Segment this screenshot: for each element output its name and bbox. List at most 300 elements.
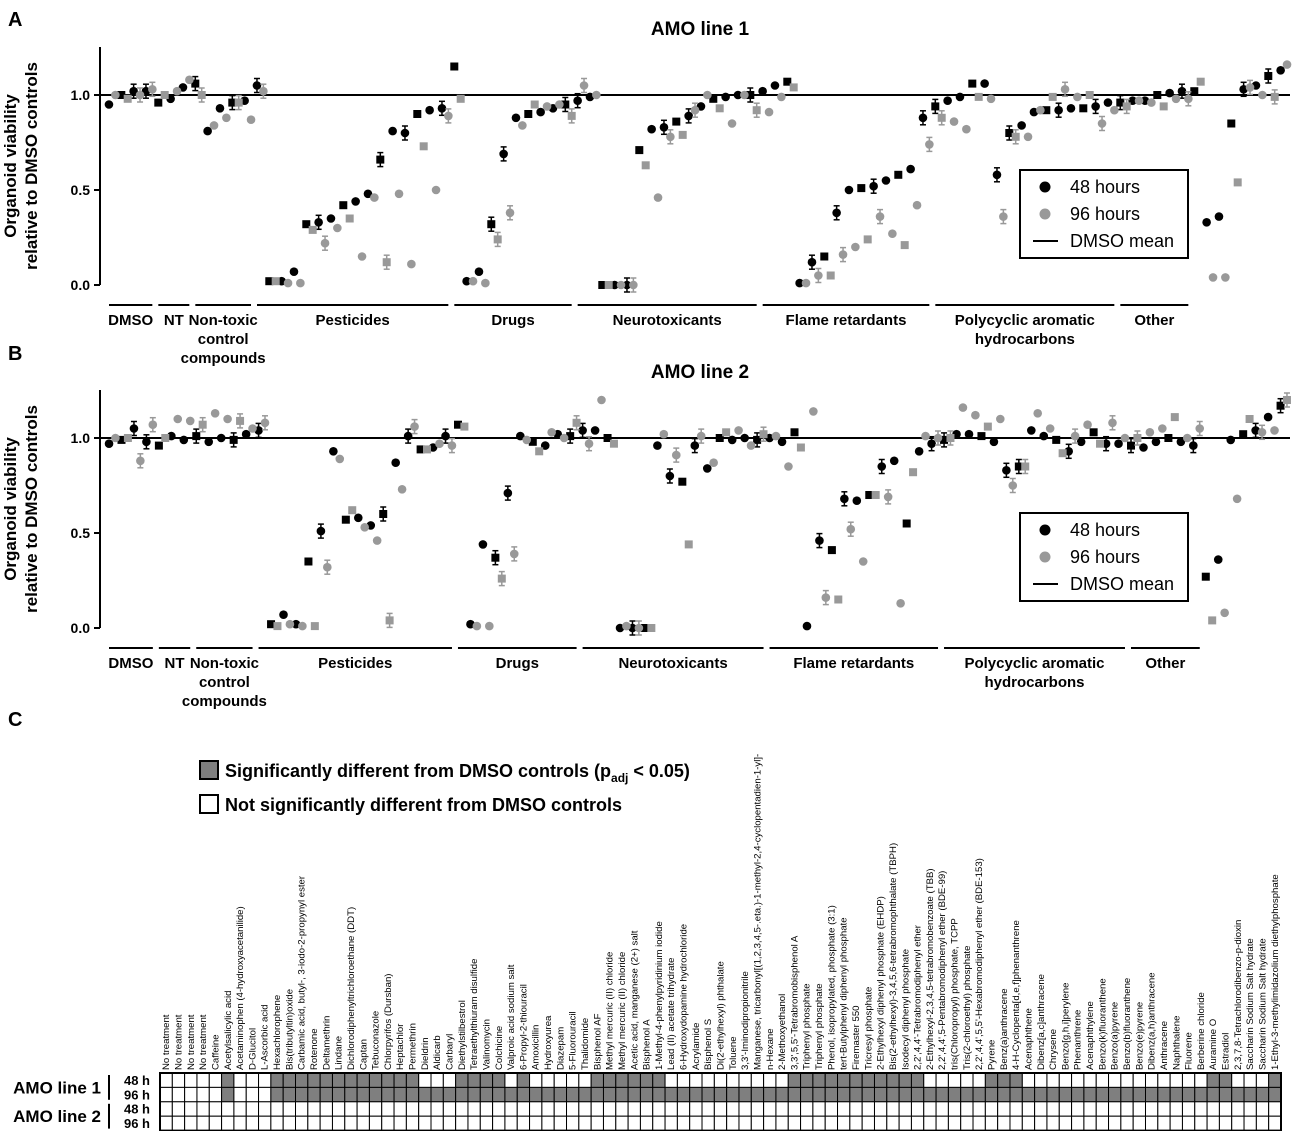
data-point [105,100,114,109]
data-point [622,622,631,631]
column-label: 5-Fluorouracil [567,1011,579,1070]
data-point [925,140,934,149]
heatmap-cell [567,1116,579,1130]
heatmap-cell [1256,1116,1268,1130]
heatmap-cell [985,1116,997,1130]
heatmap-cell [973,1087,985,1101]
data-point [335,455,344,464]
data-point [888,229,897,238]
data-point [222,114,231,123]
heatmap-cell [1072,1073,1084,1087]
data-point [984,423,992,431]
heatmap-cell [234,1116,246,1130]
heatmap-cell [924,1073,936,1087]
heatmap-cell [1035,1073,1047,1087]
heatmap-cell [308,1102,320,1116]
data-point [142,438,151,447]
column-label: Carbaryl [444,1033,456,1070]
data-point [373,536,382,545]
data-point [882,176,891,185]
heatmap-cell [308,1116,320,1130]
heatmap-cell [530,1116,542,1130]
heatmap-cell [825,1116,837,1130]
data-point [136,91,145,100]
data-point [808,258,817,267]
data-point [919,114,928,123]
heatmap-cell [320,1116,332,1130]
legend-label-significant [225,761,690,785]
data-point [1054,106,1063,115]
heatmap-cell [850,1116,862,1130]
data-point [1189,441,1198,450]
heatmap-cell [985,1073,997,1087]
heatmap-cell [862,1116,874,1130]
heatmap-cell [1121,1102,1133,1116]
legend-marker-96h [1040,209,1051,220]
data-point [901,241,909,249]
heatmap-cell [320,1087,332,1101]
data-point [740,434,749,443]
column-label: Bisphenol S [703,1018,715,1070]
heatmap-cell [1059,1087,1071,1101]
heatmap-cell [160,1102,172,1116]
data-point [791,428,799,436]
data-point [1079,104,1087,112]
heatmap-cell [764,1102,776,1116]
heatmap-cell [665,1087,677,1101]
data-point [993,171,1002,180]
chart-title: AMO line 2 [650,362,750,383]
data-point [407,260,416,269]
heatmap-cell [1182,1073,1194,1087]
y-tick-label: 1.0 [70,430,90,446]
data-point [635,146,643,154]
data-point [827,272,835,280]
data-point [869,182,878,191]
heatmap-cell [567,1073,579,1087]
column-label: Di(2-ethylhexyl) phthalate [715,961,727,1070]
column-label: Phenanthrene [1072,1009,1084,1070]
heatmap-cell [899,1073,911,1087]
heatmap-cell [1109,1073,1121,1087]
heatmap-cell [801,1116,813,1130]
data-point [660,123,669,132]
data-point [259,87,268,96]
heatmap-cell [936,1102,948,1116]
data-point [990,438,999,447]
heatmap-cell [1072,1087,1084,1101]
heatmap-cell [998,1102,1010,1116]
data-point [591,426,600,435]
data-point [691,441,700,450]
column-label: Methyl mercuric (II) chloride [616,951,628,1070]
heatmap-cell [948,1116,960,1130]
data-point [247,115,256,124]
column-label: Naphthalene [1171,1015,1183,1070]
heatmap-cell [567,1087,579,1101]
data-point [1098,119,1107,128]
data-point [216,104,225,113]
data-point [376,156,384,164]
data-point [1071,432,1080,441]
data-point [896,599,905,608]
row-label: 48 h [123,1072,150,1088]
heatmap-cell [714,1073,726,1087]
column-label: Bis(tributyltin)oxide [284,988,296,1070]
heatmap-cell [1072,1116,1084,1130]
column-label: 1-Methyl-4-phenylpyridinium iodide [653,921,665,1070]
heatmap-cell [185,1073,197,1087]
data-point [1264,413,1273,422]
data-point [962,125,971,134]
data-point [1158,424,1167,433]
heatmap-cell [394,1087,406,1101]
data-point [148,85,157,94]
heatmap-cell [443,1087,455,1101]
data-point [296,279,305,288]
column-label: Chrysene [1048,1028,1060,1070]
heatmap-cell [813,1073,825,1087]
heatmap-cell [764,1116,776,1130]
heatmap-cell [628,1073,640,1087]
heatmap-cell [456,1073,468,1087]
data-point [987,95,996,104]
data-point [679,131,687,139]
heatmap-cell [1109,1087,1121,1101]
heatmap-cell [172,1102,184,1116]
heatmap-cell [788,1116,800,1130]
heatmap-cell [554,1073,566,1087]
data-point [814,271,823,280]
data-point [346,215,354,223]
heatmap-cell [640,1087,652,1101]
heatmap-cell [1096,1073,1108,1087]
heatmap-cell [505,1073,517,1087]
column-label: Heptachlor [395,1023,407,1070]
heatmap-cell [776,1102,788,1116]
heatmap-cell [727,1102,739,1116]
heatmap-cell [1047,1116,1059,1130]
heatmap-cell [936,1073,948,1087]
data-point [1234,178,1242,186]
heatmap-cell [172,1116,184,1130]
data-point [853,496,862,505]
data-point [913,201,922,210]
data-point [204,438,213,447]
heatmap-cell [579,1073,591,1087]
group-label: control [197,331,249,348]
heatmap-cell [160,1087,172,1101]
data-point [1133,434,1141,442]
heatmap-cell [197,1073,209,1087]
data-point [568,112,576,120]
heatmap-cell [308,1073,320,1087]
column-label: Hexachlorophene [272,994,284,1070]
heatmap-cell [406,1102,418,1116]
heatmap-cell [1269,1116,1281,1130]
heatmap-cell [924,1087,936,1101]
heatmap-cell [320,1073,332,1087]
heatmap-cell [1219,1116,1231,1130]
heatmap-cell [283,1102,295,1116]
heatmap-cell [1121,1087,1133,1101]
data-point [840,495,849,504]
data-point [1049,93,1057,101]
column-label: Aldicarb [432,1035,444,1070]
y-axis-label-line2: relative to DMSO controls [22,405,41,613]
column-label: Benzo(a)pyrene [1109,1001,1121,1070]
heatmap-cell [185,1116,197,1130]
heatmap-cell [197,1116,209,1130]
column-label: Estradiol [1220,1032,1232,1070]
column-label: Chlorpyrifos (Dursban) [382,973,394,1070]
data-point [499,150,508,159]
group-label: Neurotoxicants [618,655,728,672]
heatmap-cell [283,1087,295,1101]
column-label: No treatment [173,1014,185,1070]
data-point [803,622,812,631]
data-point [217,434,226,443]
data-point [999,212,1008,221]
heatmap-cell [862,1102,874,1116]
data-point [1276,66,1285,75]
heatmap-cell [1232,1102,1244,1116]
heatmap-cell [1047,1073,1059,1087]
heatmap-cell [764,1087,776,1101]
column-label: Bisphenol A [641,1019,653,1070]
column-label: Valproic acid sodium salt [506,964,518,1070]
heatmap-cell [1035,1087,1047,1101]
data-point [155,442,163,450]
column-label: Bisphenol AF [592,1013,604,1070]
data-point [1052,436,1060,444]
heatmap-cell [296,1073,308,1087]
heatmap-cell [985,1087,997,1101]
heatmap-cell [1182,1116,1194,1130]
heatmap-cell [751,1102,763,1116]
column-label: Anthracene [1158,1020,1170,1070]
column-label: tert-Butylphenyl diphenyl phosphate [838,917,850,1070]
data-point [946,434,954,442]
heatmap-cell [332,1073,344,1087]
heatmap-cell [1010,1087,1022,1101]
data-point [1258,428,1267,437]
heatmap-cell [579,1116,591,1130]
heatmap-cell [1022,1102,1034,1116]
heatmap-cell [1158,1087,1170,1101]
heatmap-cell [739,1116,751,1130]
column-label: 1-Ethyl-3-methylimidazolium diethylphosphate [1269,874,1281,1070]
legend-label-96h: 96 hours [1070,204,1141,224]
data-point [333,224,342,233]
data-point [383,258,391,266]
heatmap-cell [887,1102,899,1116]
column-label: Acetylsalicylic acid [222,990,234,1070]
heatmap-cell [246,1087,258,1101]
column-label: Acetic acid, manganese (2+) salt [629,930,641,1070]
data-point [765,108,774,117]
data-point [284,279,293,288]
heatmap-cell [172,1087,184,1101]
column-label: Acrylamide [690,1022,702,1070]
data-point [703,91,712,100]
column-label: Tricresyl phosphate [863,986,875,1070]
legend-label-not-significant: Not significantly different from DMSO controls [225,795,623,815]
data-point [610,440,618,448]
legend-label-48h: 48 hours [1070,177,1141,197]
data-point [279,610,288,619]
heatmap-cell [653,1102,665,1116]
data-point [728,436,737,445]
data-point [136,457,145,466]
data-point [498,575,506,583]
heatmap-cell [332,1102,344,1116]
y-tick-label: 0.5 [70,525,90,541]
heatmap-cell [690,1087,702,1101]
heatmap-cell [1084,1102,1096,1116]
heatmap-cell [431,1073,443,1087]
data-point [441,432,450,441]
data-point [931,102,939,110]
data-point [815,536,824,545]
heatmap-cell [1195,1102,1207,1116]
heatmap-cell [665,1116,677,1130]
data-point [1104,98,1113,107]
data-point [1046,424,1055,433]
heatmap-cell [542,1073,554,1087]
data-point [758,87,767,96]
data-point [1208,616,1216,624]
data-point [1024,133,1033,142]
heatmap-cell [209,1073,221,1087]
column-label: Benzo(e)pyrene [1134,1001,1146,1070]
group-label: Pesticides [315,312,390,329]
data-point [1147,98,1156,107]
data-point [894,171,902,179]
data-point [864,235,872,243]
data-point [721,93,730,102]
heatmap-cell [1232,1116,1244,1130]
column-label: tris(Chloropropyl) phosphate, TCPP [949,918,961,1070]
data-point [1153,91,1161,99]
heatmap-cell [468,1102,480,1116]
heatmap-cell [505,1116,517,1130]
heatmap-cell [961,1102,973,1116]
data-point [580,81,589,90]
heatmap-cell [616,1116,628,1130]
data-point [573,96,582,105]
data-point [1096,440,1104,448]
column-label: 2,2',4,4',5,5'-Hexabromodiphenyl ether (BDE-153) [974,858,986,1070]
column-label: Permethrin [407,1023,419,1070]
heatmap-cell [1022,1116,1034,1130]
data-point [410,422,419,431]
data-point [691,106,700,115]
data-point [909,468,917,476]
data-point [877,462,886,471]
data-point [512,114,521,123]
heatmap-cell [603,1116,615,1130]
data-point [1183,434,1192,443]
legend-label-96h: 96 hours [1070,547,1141,567]
heatmap-cell [308,1087,320,1101]
heatmap-cell [172,1073,184,1087]
column-label: Saccharin Sodium Salt hydrate [1257,938,1269,1070]
data-point [560,434,569,443]
heatmap-cell [1096,1102,1108,1116]
heatmap-cell [357,1116,369,1130]
column-label: D-Glucitol [247,1027,259,1070]
y-axis-label [1,62,41,270]
heatmap-cell [591,1087,603,1101]
heatmap-cell [443,1073,455,1087]
data-point [510,550,519,559]
heatmap-cell [825,1087,837,1101]
data-point [846,525,855,534]
data-point [342,516,350,524]
data-point [1209,273,1218,282]
data-point [884,493,893,502]
heatmap-cell [1244,1116,1256,1130]
data-point [273,622,281,630]
heatmap-cell [1010,1073,1022,1087]
heatmap-cell [493,1087,505,1101]
data-point [479,540,488,549]
heatmap-cell [259,1073,271,1087]
heatmap-cell [653,1116,665,1130]
data-point [1114,439,1123,448]
data-point [832,209,841,218]
data-point [1086,91,1094,99]
heatmap-cell [431,1102,443,1116]
heatmap-cell [911,1087,923,1101]
data-point [230,436,238,444]
data-point [927,439,936,448]
data-point [740,91,749,100]
data-point [1239,430,1247,438]
data-point [192,432,200,440]
heatmap-cell [259,1102,271,1116]
data-point [413,110,421,118]
y-tick-label: 0.5 [70,182,90,198]
legend-significant-text: Significantly different from DMSO controls (p [225,761,612,781]
data-point [678,478,686,486]
data-point [475,267,484,276]
heatmap-cell [1170,1087,1182,1101]
heatmap-cell [1047,1087,1059,1101]
data-point [709,458,718,467]
heatmap-cell [345,1102,357,1116]
heatmap-cell [406,1116,418,1130]
data-point [1264,72,1272,80]
heatmap-cell [567,1102,579,1116]
heatmap-cell [911,1073,923,1087]
y-tick-label: 0.0 [70,277,90,293]
heatmap-cell [887,1073,899,1087]
legend-swatch-significant [200,761,218,779]
data-point [420,142,428,150]
group-label: hydrocarbons [984,674,1085,691]
heatmap-cell [751,1087,763,1101]
data-point [1178,87,1187,96]
data-point [660,430,669,439]
data-point [747,441,756,450]
heatmap-cell [813,1116,825,1130]
heatmap-cell [1035,1116,1047,1130]
data-point [111,91,120,100]
column-label: 2,2',4,4'-Tetrabromodiphenyl ether [912,925,924,1070]
heatmap-cell [185,1102,197,1116]
